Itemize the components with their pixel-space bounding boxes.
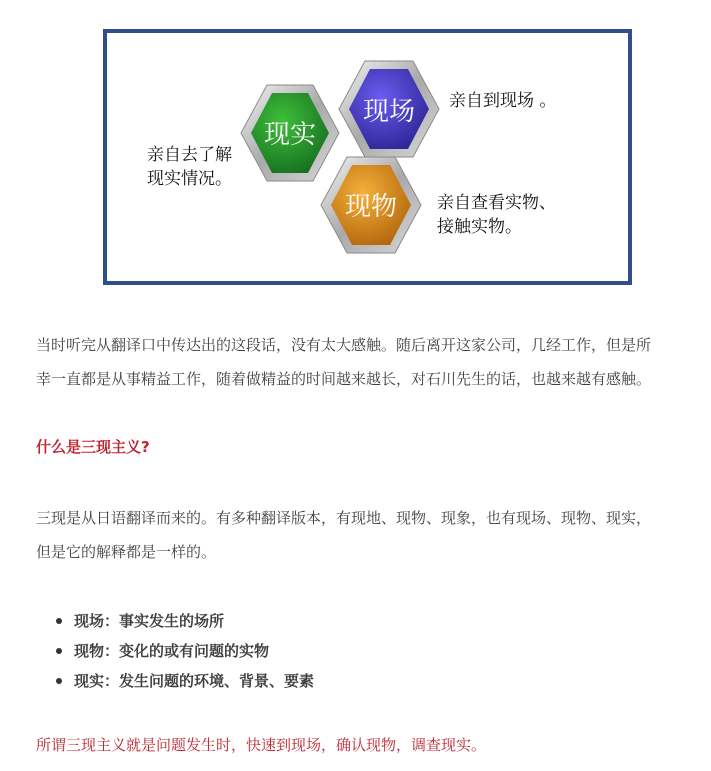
bullet-dot-icon [56,648,62,654]
list-item [56,636,314,666]
caption-object-line2: 接触实物。 [437,217,522,237]
intro-line-1: 当时听完从翻译口中传达出的这段话，没有太大感触。随后离开这家公司，几经工作，但是所 [36,336,652,354]
bullet-dot-icon [56,678,62,684]
hexagon-object [321,157,421,253]
definition-line-2: 但是它的解释都是一样的。 [36,543,217,561]
intro-line-2: 幸一直都是从事精益工作，随着做精益的时间越来越长，对石川先生的话，也越来越有感触。 [36,370,652,388]
caption-object-line1: 亲自查看实物、 [437,193,556,213]
intro-paragraph [36,328,696,396]
definition-line-1: 三现是从日语翻译而来的。有多种翻译版本，有现地、现物、现象，也有现场、现物、现实， [36,509,652,527]
list-item-text: 现实：发生问题的环境、背景、要素 [74,672,315,690]
caption-reality-line1: 亲自去了解 [147,145,232,165]
caption-reality [147,143,232,191]
list-item-text: 现场：事实发生的场所 [74,612,225,630]
list-item-text: 现物：变化的或有问题的实物 [74,642,270,660]
hexagon-reality-label: 现实 [263,120,317,150]
hexagon-object-label: 现物 [344,192,398,222]
caption-object [437,191,556,239]
definition-paragraph [36,501,696,569]
section-heading: 什么是三现主义? [36,438,150,456]
hexagon-reality [241,85,339,181]
hexagon-site [339,61,439,157]
list-item [56,606,314,636]
caption-reality-line2: 现实情况。 [147,169,232,189]
three-gen-diagram [103,29,632,285]
caption-site: 亲自到现场 。 [449,91,557,111]
three-gen-list [56,606,314,696]
bullet-dot-icon [56,618,62,624]
list-item [56,666,314,696]
closing-statement: 所谓三现主义就是问题发生时，快速到现场，确认现物，调查现实。 [36,736,487,754]
hexagon-site-label: 现场 [362,97,416,127]
